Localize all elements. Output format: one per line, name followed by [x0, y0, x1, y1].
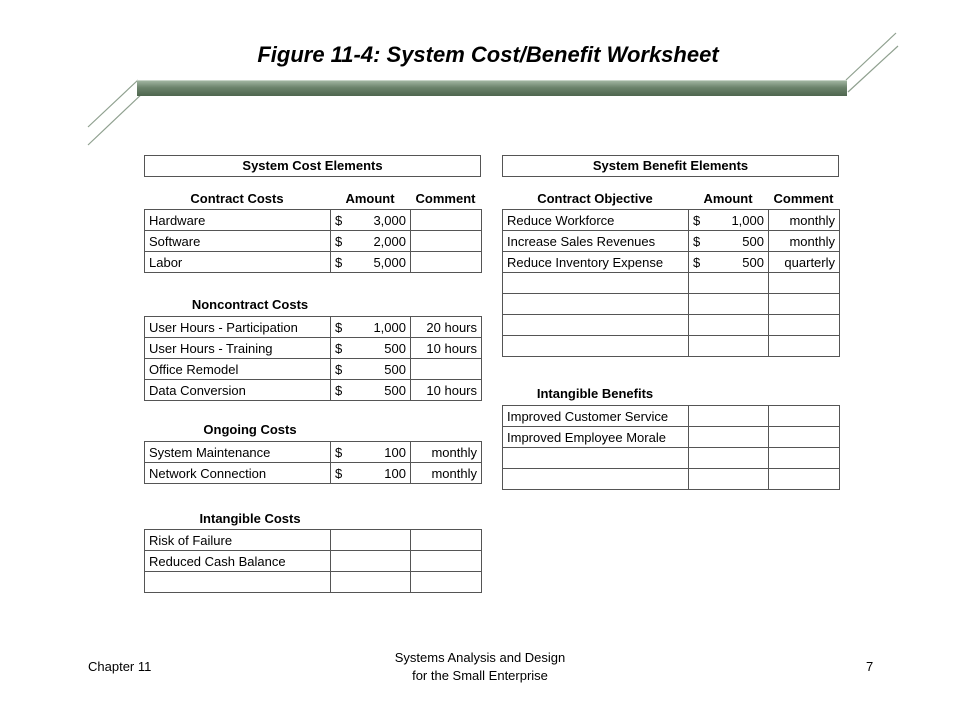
comment-cell: monthly [769, 210, 840, 231]
amount-cell [331, 380, 411, 401]
table-row [503, 469, 840, 490]
item-cell [145, 572, 331, 593]
amount-cell [331, 551, 411, 572]
amount-cell [331, 572, 411, 593]
currency-symbol: $ [335, 212, 343, 228]
table-row [503, 231, 840, 252]
table-row [503, 315, 840, 336]
comment-cell [769, 469, 840, 490]
amount-value: 2,000 [373, 233, 406, 249]
cost-comment-header: Comment [415, 191, 476, 206]
amount-cell [331, 317, 411, 338]
comment-cell [769, 406, 840, 427]
table-row [503, 273, 840, 294]
comment-cell [411, 231, 482, 252]
amount-cell [331, 338, 411, 359]
item-cell: Increase Sales Revenues [503, 231, 689, 252]
amount-cell [331, 252, 411, 273]
table-row [145, 210, 482, 231]
amount-value: 500 [384, 340, 406, 356]
amount-value: 500 [384, 361, 406, 377]
item-cell: User Hours - Training [145, 338, 331, 359]
item-cell: Improved Customer Service [503, 406, 689, 427]
amount-cell [689, 427, 769, 448]
contract-costs-title: Contract Costs [190, 191, 284, 206]
comment-cell [411, 252, 482, 273]
comment-cell [411, 572, 482, 593]
comment-cell [769, 448, 840, 469]
slide-title: Figure 11-4: System Cost/Benefit Worksheet [257, 42, 719, 67]
intangible-costs-title: Intangible Costs [199, 511, 301, 526]
comment-cell [769, 315, 840, 336]
item-cell [503, 336, 689, 357]
amount-value: 100 [384, 465, 406, 481]
table-row [503, 252, 840, 273]
item-cell: User Hours - Participation [145, 317, 331, 338]
amount-value: 1,000 [731, 212, 764, 228]
table-row [145, 551, 482, 572]
currency-symbol: $ [335, 465, 343, 481]
amount-cell [689, 210, 769, 231]
currency-symbol: $ [335, 382, 343, 398]
comment-cell: monthly [411, 442, 482, 463]
footer-book-line1: Systems Analysis and Design [394, 650, 566, 665]
intangible-benefits-title: Intangible Benefits [536, 386, 654, 401]
item-cell: Improved Employee Morale [503, 427, 689, 448]
benefit-elements-heading: System Benefit Elements [502, 155, 839, 177]
comment-cell: monthly [411, 463, 482, 484]
noncontract-costs-title: Noncontract Costs [191, 297, 309, 312]
comment-cell [769, 294, 840, 315]
amount-value: 500 [384, 382, 406, 398]
cost-amount-header: Amount [345, 191, 395, 206]
table-row [145, 317, 482, 338]
item-cell: Reduce Workforce [503, 210, 689, 231]
benefit-comment-header: Comment [773, 191, 834, 206]
contract-objective-table [502, 209, 840, 357]
item-cell [503, 469, 689, 490]
title-underline-bar [137, 80, 847, 96]
item-cell [503, 294, 689, 315]
comment-cell: 10 hours [411, 338, 482, 359]
comment-cell [769, 273, 840, 294]
currency-symbol: $ [335, 233, 343, 249]
amount-cell [689, 231, 769, 252]
ongoing-costs-table [144, 441, 482, 484]
amount-cell [331, 231, 411, 252]
amount-value: 500 [742, 233, 764, 249]
amount-value: 3,000 [373, 212, 406, 228]
table-row [145, 442, 482, 463]
amount-cell [331, 359, 411, 380]
item-cell: Network Connection [145, 463, 331, 484]
table-row [503, 294, 840, 315]
item-cell: Hardware [145, 210, 331, 231]
amount-cell [689, 406, 769, 427]
item-cell: Software [145, 231, 331, 252]
cost-elements-heading: System Cost Elements [144, 155, 481, 177]
item-cell [503, 273, 689, 294]
table-row [145, 572, 482, 593]
intangible-benefits-table [502, 405, 840, 490]
table-row [503, 336, 840, 357]
amount-cell [689, 273, 769, 294]
amount-cell [689, 448, 769, 469]
comment-cell [769, 427, 840, 448]
currency-symbol: $ [335, 319, 343, 335]
table-row [145, 380, 482, 401]
ongoing-costs-title: Ongoing Costs [203, 422, 297, 437]
item-cell: System Maintenance [145, 442, 331, 463]
amount-cell [331, 442, 411, 463]
amount-cell [689, 252, 769, 273]
table-row [503, 210, 840, 231]
amount-cell [331, 210, 411, 231]
footer-page-number: 7 [866, 659, 874, 674]
amount-value: 5,000 [373, 254, 406, 270]
comment-cell [411, 359, 482, 380]
table-row [503, 427, 840, 448]
currency-symbol: $ [693, 212, 701, 228]
contract-objective-title: Contract Objective [537, 191, 653, 206]
comment-cell: monthly [769, 231, 840, 252]
amount-value: 1,000 [373, 319, 406, 335]
table-row [145, 231, 482, 252]
amount-cell [331, 530, 411, 551]
table-row [145, 252, 482, 273]
currency-symbol: $ [335, 254, 343, 270]
intangible-costs-table [144, 529, 482, 593]
noncontract-costs-table [144, 316, 482, 401]
currency-symbol: $ [335, 340, 343, 356]
footer-chapter: Chapter 11 [88, 659, 152, 674]
table-row [145, 530, 482, 551]
amount-cell [689, 315, 769, 336]
comment-cell: quarterly [769, 252, 840, 273]
currency-symbol: $ [335, 361, 343, 377]
item-cell: Labor [145, 252, 331, 273]
amount-value: 500 [742, 254, 764, 270]
comment-cell [411, 210, 482, 231]
currency-symbol: $ [693, 254, 701, 270]
item-cell: Reduce Inventory Expense [503, 252, 689, 273]
item-cell: Risk of Failure [145, 530, 331, 551]
amount-value: 100 [384, 444, 406, 460]
benefit-amount-header: Amount [703, 191, 753, 206]
footer-book-title [330, 649, 630, 685]
table-row [145, 359, 482, 380]
table-row [503, 448, 840, 469]
item-cell [503, 448, 689, 469]
table-row [145, 463, 482, 484]
contract-costs-table [144, 209, 482, 273]
comment-cell: 20 hours [411, 317, 482, 338]
amount-cell [689, 294, 769, 315]
amount-cell [689, 336, 769, 357]
table-row [503, 406, 840, 427]
comment-cell: 10 hours [411, 380, 482, 401]
comment-cell [769, 336, 840, 357]
footer-book-line2: for the Small Enterprise [412, 668, 548, 683]
amount-cell [689, 469, 769, 490]
table-row [145, 338, 482, 359]
currency-symbol: $ [335, 444, 343, 460]
item-cell: Reduced Cash Balance [145, 551, 331, 572]
item-cell: Office Remodel [145, 359, 331, 380]
item-cell: Data Conversion [145, 380, 331, 401]
currency-symbol: $ [693, 233, 701, 249]
amount-cell [331, 463, 411, 484]
item-cell [503, 315, 689, 336]
comment-cell [411, 551, 482, 572]
comment-cell [411, 530, 482, 551]
